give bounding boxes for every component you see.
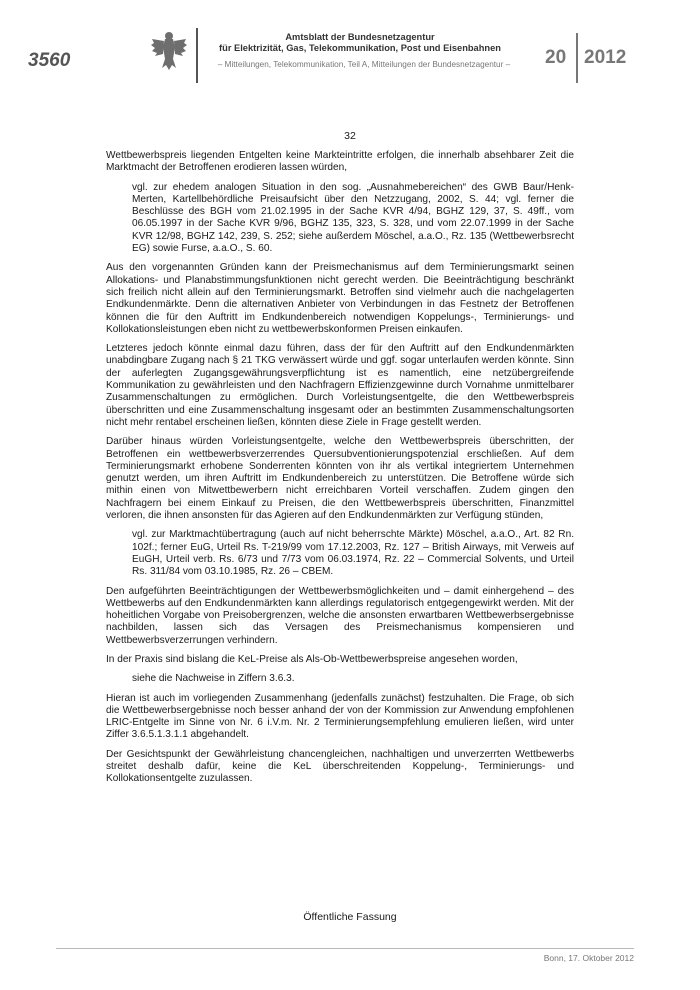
gazette-title-line2: für Elektrizität, Gas, Telekommunikation, Post und Eisenbahnen: [219, 43, 501, 53]
body-paragraph: Hieran ist auch im vorliegenden Zusammenhang (jedenfalls zunächst) festzuhalten. Die Frage, ob sich die Wettbewerbsergebnisse noch besser anhand der von der Kommission zur Anwendung empfohlenen LRIC-Entgelte im Sinne von Nr. 6 i.V.m. Nr. 2 Terminierungsempfehlung emulieren ließen, wird unter Ziffer 3.6.5.1.3.1.1 abgehandelt.: [106, 692, 574, 741]
document-body: [106, 150, 574, 793]
body-paragraph: Der Gesichtspunkt der Gewährleistung chancengleichen, nachhaltigen und unverzerrten Wettbewerbs streitet deshalb dafür, keine die KeL überschreitenden Koppelung-, Terminierungs- und Kollokationsentgelte zuzulassen.: [106, 748, 574, 785]
document-page-number: 32: [344, 130, 356, 142]
body-paragraph: Letzteres jedoch könnte einmal dazu führen, dass der für den Auftritt auf den Endkundenmärkten unabdingbare Zugang nach § 21 TKG verwässert würde und ggf. sogar unterlaufen werden könnte. Sinn der auferlegten Zugangsgewährungsverpflichtung ist es namentlich, eine netzübergreifende Kommunikation zu gewährleisten und den Nachfragern Effizienzgewinne durch Vornahme unmittelbarer Zusammenschaltungen zu ermöglichen. Durch Vorleistungsentgelte, die den Wettbewerbspreis überschritten und eine Zusammenschaltung insgesamt oder an bestimmten Zusammenschaltungsorten nicht mehr rentabel erscheinen ließen, könnten diese Ziele in Frage gestellt werden.: [106, 343, 574, 428]
public-version-label: Öffentliche Fassung: [303, 911, 397, 923]
body-paragraph: In der Praxis sind bislang die KeL-Preise als Als-Ob-Wettbewerbspreise angesehen worden,: [106, 653, 518, 665]
page-number: 3560: [28, 50, 71, 71]
gazette-title: [210, 32, 510, 54]
issue-divider: [576, 33, 578, 83]
header-divider: [196, 28, 198, 83]
body-paragraph: Darüber hinaus würden Vorleistungsentgelte, welche den Wettbewerbspreis überschritten, der Betroffenen ein wettbewerbsverzerrendes Quersubventionierungspotenzial erschließen. Auf dem Terminierungsmarkt erhobene Sonderrenten könnten von ihr als vertikal integriertem Unternehmen genutzt werden, um ihren Auftritt im Endkundenbereich zu unterstützen. Die Betroffene würde sich mithin einen von Mitwettbewerbern nicht erreichbaren Vorteil verschaffen. Zudem gingen den Nachfragern bei einem Einkauf zu Preisen, die den Wettbewerbspreis überschritten, Finanzmittel verloren, die ihnen ansonsten für das Agieren auf den Endkundenmärkten zur Verfügung stünden,: [106, 436, 574, 522]
citation-paragraph: vgl. zur Marktmachtübertragung (auch auf nicht beherrschte Märkte) Möschel, a.a.O., Art. 82 Rn. 102f.; ferner EuG, Urteil Rs. T-219/99 vom 17.12.2003, Rz. 127 – British Airways, mit Verweis auf EuGH, Urteil verb. Rs. 6/73 und 7/73 vom 06.03.1974, Rz. 22 – Commercial Solvents, und Urteil Rs. 311/84 vom 03.10.1985, Rz. 26 – CBEM.: [132, 529, 574, 578]
issue-number: 20: [545, 47, 567, 68]
issue-year: 2012: [584, 47, 627, 68]
body-paragraph: Aus den vorgenannten Gründen kann der Preismechanismus auf dem Terminierungsmarkt seinen Allokations- und Planabstimmungsfunktionen nicht gerecht werden. Die Beeinträchtigung beschränkt sich freilich nicht allein auf den Terminierungsmarkt. Betroffen sind vielmehr auch die nachgelagerten Endkundenmärkte. Denn die alternativen Anbieter von Verbindungen in das Festnetz der Betroffenen können die für den Auftritt im Endkundenbereich notwendigen Koppelungs-, Terminierungs- und Kollokationsleistungen eben nicht zu wettbewerbskonformen Preisen einkaufen.: [106, 262, 574, 335]
gazette-title-line1: Amtsblatt der Bundesnetzagentur: [285, 32, 435, 42]
eagle-emblem-icon: [150, 30, 188, 72]
body-paragraph: Wettbewerbspreis liegenden Entgelten keine Markteintritte erfolgen, die innerhalb absehbarer Zeit die Marktmacht der Betroffenen erodieren lassen würden,: [106, 150, 574, 174]
footer-divider: [56, 948, 634, 949]
citation-paragraph: siehe die Nachweise in Ziffern 3.6.3.: [132, 673, 295, 685]
gazette-subtitle: – Mitteilungen, Telekommunikation, Teil A, Mitteilungen der Bundesnetzagentur –: [217, 60, 511, 69]
footer-date: Bonn, 17. Oktober 2012: [543, 953, 634, 963]
body-paragraph: Den aufgeführten Beeinträchtigungen der Wettbewerbsmöglichkeiten und – damit einhergehend – des Wettbewerbs auf den Endkundenmärkten kann allerdings regulatorisch entgegengewirkt werden. Mit der hoheitlichen Vorgabe von Preisobergrenzen, welche die ansonsten erwartbaren Wettbewerbsergebnisse nachbilden, lassen sich das Versagen des Preismechanismus kompensieren und Wettbewerbsverzerrungen verhindern.: [106, 585, 574, 646]
citation-paragraph: vgl. zur ehedem analogen Situation in den sog. „Ausnahmebereichen“ des GWB Baur/Henk-Merten, Kartellbehördliche Preisaufsicht über den Netzzugang, 2002, S. 44; vgl. ferner die Beschlüsse des BGH vom 21.02.1995 in der Sache KVR 4/94, BGHZ 129, 37, S. 49ff., vom 06.05.1997 in der Sache KVR 9/96, BGHZ 135, 323, S. 328, und vom 22.07.1999 in der Sache KVR 12/98, BGHZ 142, 239, S. 252; siehe außerdem Möschel, a.a.O., Rz. 135 (Wettbewerbsrecht EG) sowie Furse, a.a.O., S. 60.: [132, 181, 574, 255]
